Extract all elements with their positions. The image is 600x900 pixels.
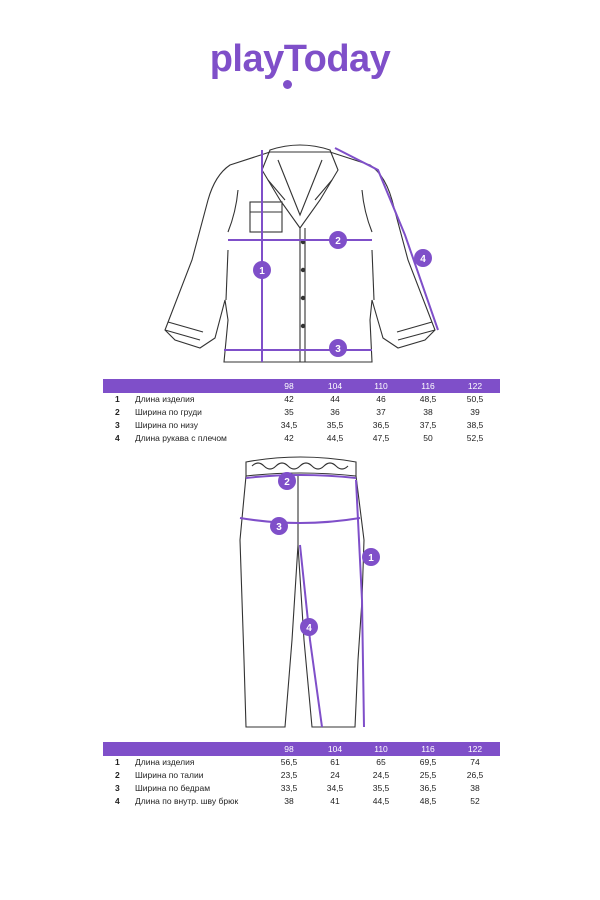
cell: 46 xyxy=(376,394,386,404)
row-number: 1 xyxy=(115,394,120,404)
cell: 42 xyxy=(284,394,294,404)
marker-2-label: 2 xyxy=(284,477,290,488)
row-number: 2 xyxy=(115,407,120,417)
row-number: 4 xyxy=(115,796,120,806)
size-header: 98 xyxy=(284,381,294,391)
cell: 52 xyxy=(470,796,480,806)
row-label: Ширина по талии xyxy=(135,770,204,780)
table-row xyxy=(103,432,500,445)
shirt-figure xyxy=(0,130,600,375)
size-header: 110 xyxy=(374,381,388,391)
cell: 24 xyxy=(330,770,340,780)
cell: 36,5 xyxy=(372,420,390,430)
table-row xyxy=(103,782,500,795)
row-label: Длина изделия xyxy=(135,394,195,404)
cell: 23,5 xyxy=(280,770,298,780)
row-label: Ширина по низу xyxy=(135,420,198,430)
cell: 37,5 xyxy=(419,420,437,430)
row-number: 3 xyxy=(115,420,120,430)
cell: 35,5 xyxy=(372,783,390,793)
table-row xyxy=(103,769,500,782)
cell: 34,5 xyxy=(326,783,344,793)
table-row xyxy=(103,419,500,432)
size-header: 98 xyxy=(284,744,294,754)
cell: 47,5 xyxy=(372,433,390,443)
cell: 24,5 xyxy=(372,770,390,780)
cell: 50 xyxy=(423,433,433,443)
row-label: Длина по внутр. шву брюк xyxy=(135,796,239,806)
marker-4-label: 4 xyxy=(420,254,426,265)
table-row xyxy=(103,393,500,406)
cell: 44,5 xyxy=(372,796,390,806)
cell: 48,5 xyxy=(419,796,437,806)
cell: 61 xyxy=(330,757,340,767)
cell: 35 xyxy=(284,407,294,417)
row-label: Длина рукава с плечом xyxy=(135,433,227,443)
cell: 52,5 xyxy=(466,433,484,443)
cell: 36,5 xyxy=(419,783,437,793)
row-label: Ширина по груди xyxy=(135,407,202,417)
row-number: 4 xyxy=(115,433,120,443)
cell: 26,5 xyxy=(466,770,484,780)
cell: 74 xyxy=(470,757,480,767)
size-header: 116 xyxy=(421,744,435,754)
row-number: 2 xyxy=(115,770,120,780)
cell: 50,5 xyxy=(466,394,484,404)
table-row xyxy=(103,795,500,808)
size-header: 122 xyxy=(467,744,483,754)
row-number: 3 xyxy=(115,783,120,793)
cell: 48,5 xyxy=(419,394,437,404)
size-header: 104 xyxy=(327,381,343,391)
cell: 35,5 xyxy=(326,420,344,430)
logo-dot xyxy=(283,80,292,89)
cell: 44 xyxy=(330,394,340,404)
cell: 33,5 xyxy=(280,783,298,793)
marker-4-label: 4 xyxy=(306,623,312,634)
size-header: 104 xyxy=(327,744,343,754)
marker-3-label: 3 xyxy=(335,344,341,355)
cell: 69,5 xyxy=(419,757,437,767)
table-header xyxy=(103,379,500,393)
cell: 37 xyxy=(376,407,386,417)
cell: 38,5 xyxy=(466,420,484,430)
size-header: 122 xyxy=(467,381,483,391)
table-header xyxy=(103,742,500,756)
pants-size-table xyxy=(103,742,500,808)
brand-logo: playToday xyxy=(209,38,391,80)
cell: 38 xyxy=(470,783,480,793)
table-row xyxy=(103,756,500,769)
table-row xyxy=(103,406,500,419)
size-header: 110 xyxy=(374,744,388,754)
cell: 38 xyxy=(423,407,433,417)
size-header: 116 xyxy=(421,381,435,391)
cell: 41 xyxy=(330,796,340,806)
cell: 44,5 xyxy=(326,433,344,443)
marker-3-label: 3 xyxy=(276,522,282,533)
cell: 25,5 xyxy=(419,770,437,780)
pants-figure xyxy=(0,452,600,738)
row-number: 1 xyxy=(115,757,120,767)
marker-1-label: 1 xyxy=(259,266,265,277)
shirt-size-table xyxy=(103,379,500,445)
cell: 56,5 xyxy=(280,757,298,767)
cell: 38 xyxy=(284,796,294,806)
cell: 34,5 xyxy=(280,420,298,430)
row-label: Ширина по бедрам xyxy=(135,783,211,793)
marker-2-label: 2 xyxy=(335,236,341,247)
marker-1-label: 1 xyxy=(368,553,374,564)
cell: 42 xyxy=(284,433,294,443)
cell: 65 xyxy=(376,757,386,767)
row-label: Длина изделия xyxy=(135,757,195,767)
cell: 39 xyxy=(470,407,480,417)
cell: 36 xyxy=(330,407,340,417)
